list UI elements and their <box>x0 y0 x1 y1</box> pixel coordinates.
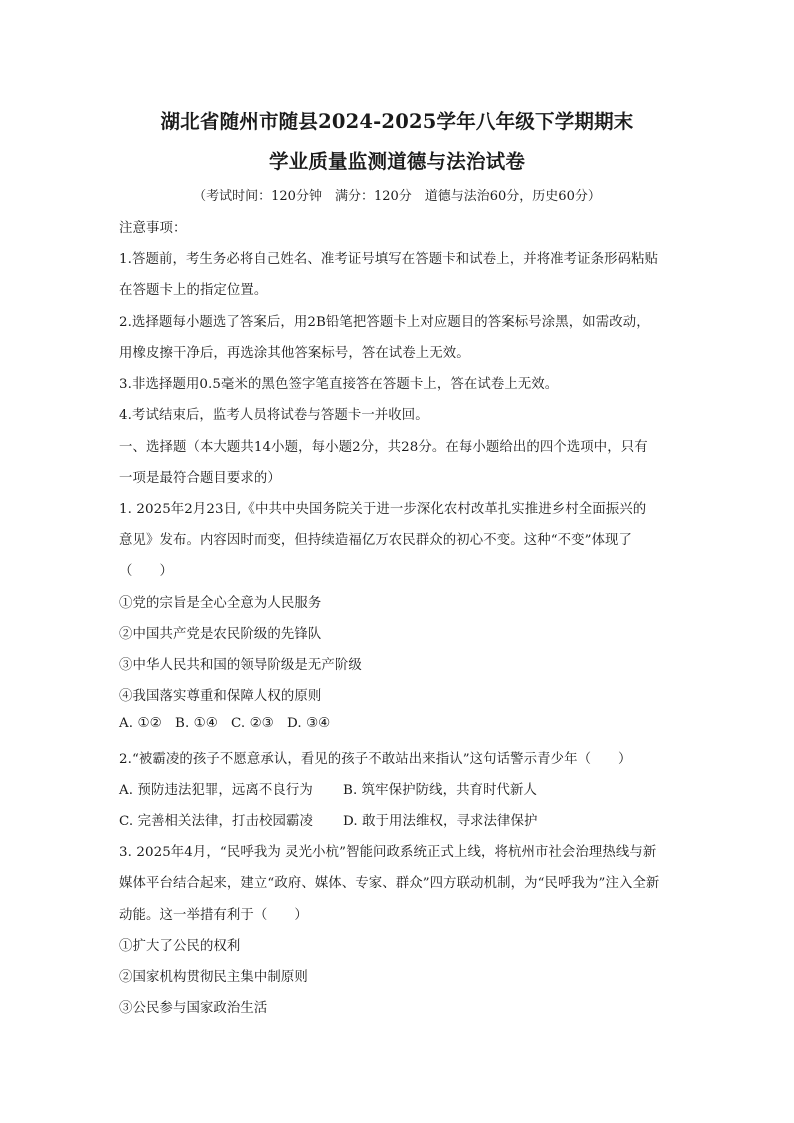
question-1-statement-3: ③中华人民共和国的领导阶级是无产阶级 <box>119 658 362 673</box>
question-2-option-a: A. 预防违法犯罪，远离不良行为 <box>119 783 313 798</box>
exam-title-line1: 湖北省随州市随县2024-2025学年八年级下学期期末 <box>160 110 634 133</box>
notice-item-1: 1.答题前，考生务必将自己姓名、准考证号填写在答题卡和试卷上，并将准考证条形码粘贴 <box>119 252 659 267</box>
question-1-stem: 1. 2025年2月23日,《中共中央国务院关于进一步深化农村改革扎实推进乡村全面振兴的 <box>119 502 647 517</box>
exam-info: （考试时间：120分钟 满分：120分 道德与法治60分，历史60分） <box>193 189 601 204</box>
question-3-stem-cont2: 动能。这一举措有利于（ ） <box>119 908 308 923</box>
notice-item-2-cont: 用橡皮擦干净后，再选涂其他答案标号，答在试卷上无效。 <box>119 346 470 361</box>
question-1-blank: （ ） <box>119 564 173 579</box>
question-2-option-d: D. 敢于用法维权，寻求法律保护 <box>343 814 538 829</box>
question-1-option-b: B. ①④ <box>175 716 218 731</box>
question-2-option-c: C. 完善相关法律，打击校园霸凌 <box>119 814 313 829</box>
notice-item-4: 4.考试结束后，监考人员将试卷与答题卡一并收回。 <box>119 408 429 423</box>
question-2-stem: 2.“被霸凌的孩子不愿意承认，看见的孩子不敢站出来指认”这句话警示青少年（ ） <box>119 752 632 767</box>
question-1-option-c: C. ②③ <box>231 716 274 731</box>
question-2-options-row2 <box>119 810 537 829</box>
question-3-stem-cont: 媒体平台结合起来，建立“政府、媒体、专家、群众”四方联动机制，为“民呼我为”注入全新 <box>119 876 660 891</box>
question-2-options-row1 <box>119 779 537 798</box>
question-3-statement-1: ①扩大了公民的权利 <box>119 939 241 954</box>
question-1-option-a: A. ①② <box>119 716 162 731</box>
section-heading: 一、选择题（本大题共14小题，每小题2分，共28分。在每小题给出的四个选项中，只有 <box>119 440 648 455</box>
question-1-option-d: D. ③④ <box>287 716 331 731</box>
section-heading-cont: 一项是最符合题目要求的） <box>119 471 281 486</box>
question-3-stem: 3. 2025年4月，“民呼我为 灵光小杭”智能问政系统正式上线，将杭州市社会治理热线与新 <box>119 845 657 860</box>
question-1-statement-4: ④我国落实尊重和保障人权的原则 <box>119 689 322 704</box>
question-1-statement-2: ②中国共产党是农民阶级的先锋队 <box>119 627 322 642</box>
notice-item-3: 3.非选择题用0.5毫米的黑色签字笔直接答在答题卡上，答在试卷上无效。 <box>119 377 559 392</box>
question-1-stem-cont: 意见》发布。内容因时而变，但持续造福亿万农民群众的初心不变。这种“不变”体现了 <box>119 533 633 548</box>
question-2-option-b: B. 筑牢保护防线，共育时代新人 <box>343 783 538 798</box>
notice-heading: 注意事项： <box>119 221 187 236</box>
question-1-statement-1: ①党的宗旨是全心全意为人民服务 <box>119 596 322 611</box>
question-1-options <box>119 716 330 731</box>
question-3-statement-3: ③公民参与国家政治生活 <box>119 1001 268 1016</box>
notice-item-2: 2.选择题每小题选了答案后，用2B铅笔把答题卡上对应题目的答案标号涂黑，如需改动， <box>119 315 650 330</box>
question-3-statement-2: ②国家机构贯彻民主集中制原则 <box>119 970 308 985</box>
exam-title-line2: 学业质量监测道德与法治试卷 <box>268 150 526 173</box>
notice-item-1-cont: 在答题卡上的指定位置。 <box>119 283 268 298</box>
